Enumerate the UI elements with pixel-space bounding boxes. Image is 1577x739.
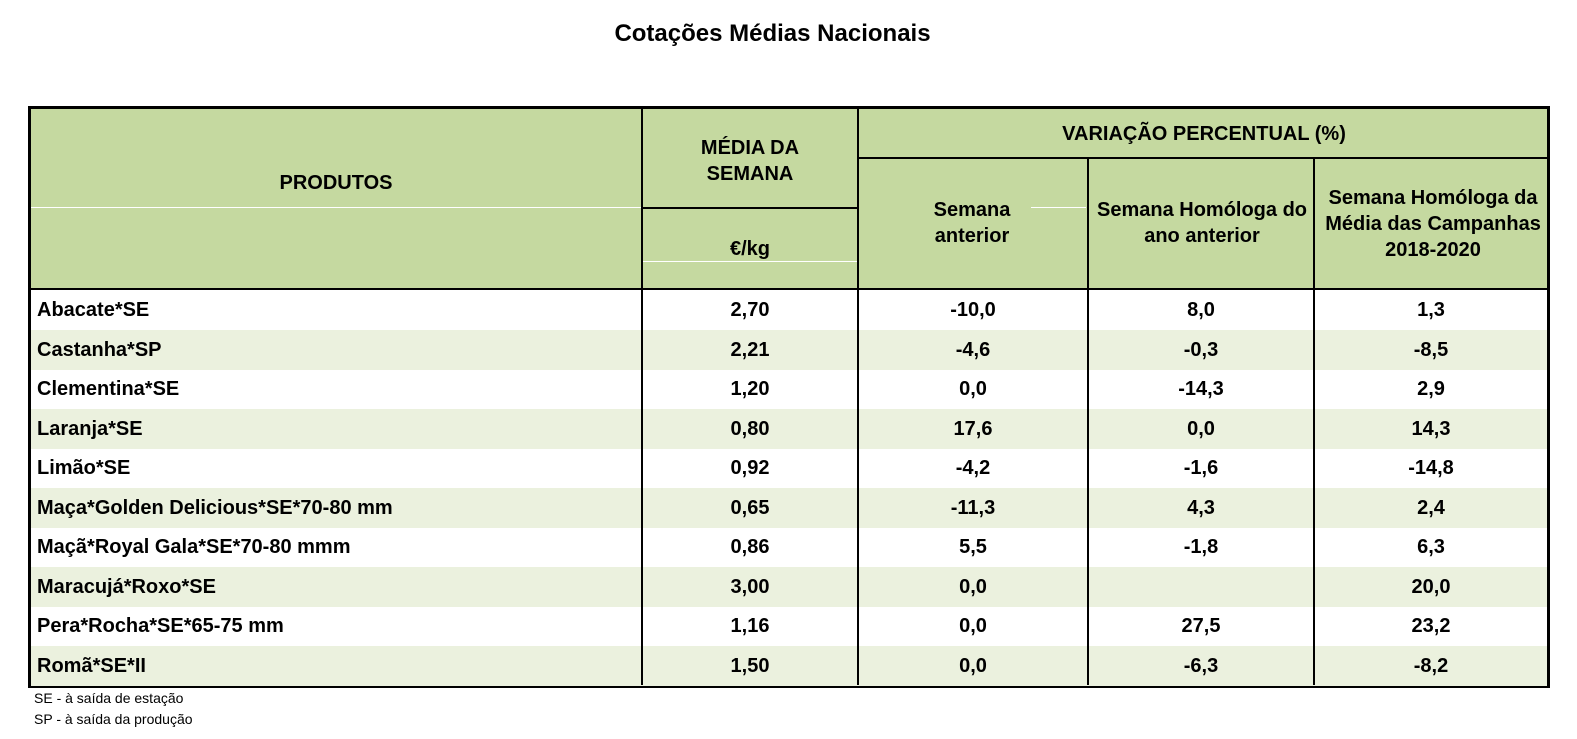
table-row: [31, 646, 1547, 686]
footnote-se: SE - à saída de estação: [34, 690, 184, 706]
table-row: [31, 449, 1547, 488]
value-yoy: 4,3: [1187, 496, 1215, 519]
header-weekly-avg: MÉDIA DA SEMANA: [700, 137, 800, 185]
price-table: [28, 106, 1550, 688]
table-row: [31, 409, 1547, 449]
value-camp: 6,3: [1417, 536, 1445, 558]
value-prev: 0,0: [959, 378, 987, 400]
value-prev: -11,3: [950, 496, 996, 519]
value-prev: -10,0: [950, 299, 996, 321]
value-yoy: 0,0: [1187, 417, 1215, 440]
value-prev: -4,2: [955, 457, 991, 479]
value-avg: 2,21: [730, 338, 770, 361]
product-name: Maça*Golden Delicious*SE*70-80 mm: [37, 496, 393, 519]
value-prev: 0,0: [959, 575, 987, 598]
value-avg: 3,00: [730, 575, 770, 598]
value-yoy: -14,3: [1178, 378, 1224, 400]
value-avg: 2,70: [730, 299, 770, 321]
product-name: Pera*Rocha*SE*65-75 mm: [37, 615, 284, 637]
value-prev: 0,0: [959, 615, 987, 637]
page-title: Cotações Médias Nacionais: [614, 20, 931, 47]
table-row: [31, 370, 1547, 409]
value-yoy: -6,3: [1183, 654, 1219, 677]
value-camp: 2,4: [1417, 496, 1445, 519]
header-prev-week: Semana anterior: [933, 199, 1011, 247]
table-row: [31, 528, 1547, 567]
header-variation: VARIAÇÃO PERCENTUAL (%): [1062, 123, 1346, 145]
value-avg: 1,50: [730, 654, 770, 677]
product-name: Romã*SE*II: [37, 654, 146, 677]
product-name: Limão*SE: [37, 457, 131, 479]
value-camp: 14,3: [1411, 417, 1451, 440]
value-yoy: [1089, 567, 1313, 607]
value-avg: 0,86: [730, 536, 770, 558]
header-unit: €/kg: [729, 238, 771, 260]
value-prev: -4,6: [955, 338, 991, 361]
value-avg: 0,80: [730, 417, 770, 440]
product-name: Castanha*SP: [37, 338, 162, 361]
header-same-week-campaigns: Semana Homóloga da Média das Campanhas 2018-2020: [1325, 187, 1541, 261]
value-avg: 0,65: [730, 496, 770, 519]
product-name: Maracujá*Roxo*SE: [37, 575, 216, 598]
value-yoy: -1,8: [1183, 536, 1219, 558]
table-row: [31, 488, 1547, 528]
value-avg: 1,16: [730, 615, 770, 637]
value-camp: 20,0: [1411, 575, 1451, 598]
table-row: [31, 567, 1547, 607]
value-prev: 5,5: [959, 536, 987, 558]
footnotes: [34, 688, 193, 730]
value-camp: -8,2: [1413, 654, 1449, 677]
value-avg: 1,20: [730, 378, 770, 400]
value-camp: 1,3: [1417, 299, 1445, 321]
value-prev: 17,6: [953, 417, 993, 440]
value-avg: 0,92: [730, 457, 770, 479]
product-name: Clementina*SE: [37, 378, 180, 400]
value-camp: 23,2: [1411, 615, 1451, 637]
table-row: [31, 607, 1547, 646]
product-name: Laranja*SE: [37, 417, 143, 440]
header-products: PRODUTOS: [279, 172, 393, 194]
value-camp: -8,5: [1413, 338, 1449, 361]
value-yoy: 27,5: [1181, 615, 1221, 637]
value-camp: -14,8: [1408, 457, 1454, 479]
product-name: Maçã*Royal Gala*SE*70-80 mmm: [37, 536, 351, 558]
product-name: Abacate*SE: [37, 299, 150, 321]
header-same-week-last-year: Semana Homóloga do ano anterior: [1096, 199, 1308, 247]
table-row: [31, 330, 1547, 370]
value-yoy: -1,6: [1183, 457, 1219, 479]
value-yoy: 8,0: [1187, 299, 1215, 321]
value-prev: 0,0: [959, 654, 987, 677]
footnote-sp: SP - à saída da produção: [34, 711, 193, 727]
value-yoy: -0,3: [1183, 338, 1219, 361]
table-row: [31, 291, 1547, 330]
value-camp: 2,9: [1417, 378, 1445, 400]
